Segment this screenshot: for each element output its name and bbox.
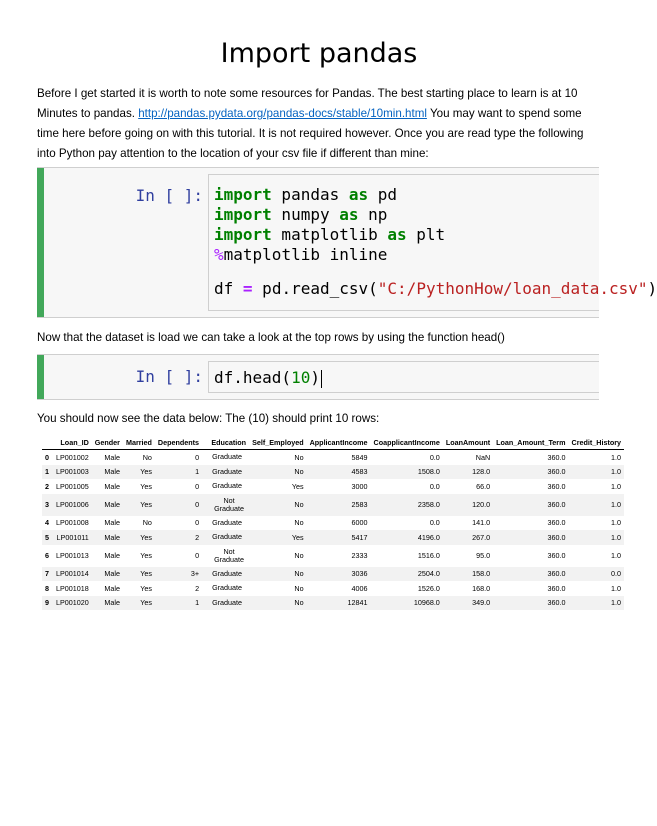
page-title: Import pandas [220,38,418,69]
table-cell: Yes [291,481,304,491]
row-index: 9 [42,596,53,611]
table-cell: 2 [155,530,202,545]
table-cell: 4196.0 [371,530,443,545]
table-cell: No [249,567,307,582]
code-text: pd [368,185,398,204]
table-cell: LP001008 [56,518,89,528]
table-cell: 0 [195,551,200,560]
table-cell: 360.0 [547,583,566,593]
table-cell-text: Not Graduate [214,495,245,513]
table-cell: 2333 [351,551,368,560]
keyword: import [214,225,272,244]
table-row [42,465,624,480]
code-line-import-pandas [209,185,599,205]
table-cell: 6000 [351,518,368,528]
row-index: 1 [42,465,53,480]
code-text: pandas [271,185,349,204]
row-index: 5 [42,530,53,545]
table-cell: 3000 [351,481,368,491]
table-cell: 0 [195,481,200,491]
table-cell: LP001011 [53,530,92,545]
table-cell: Male [104,551,120,560]
column-header: Loan_ID [53,435,92,450]
number-literal: 10 [291,368,311,387]
table-cell: 3+ [155,567,202,582]
table-cell: No [142,518,152,528]
head-paragraph: Now that the dataset is load we can take a look at the top rows by using the function head() [37,331,505,344]
table-cell: No [142,452,152,462]
magic-symbol: % [214,245,224,264]
code-line-read-csv [209,279,657,299]
table-cell: 360.0 [493,494,568,516]
code-input-area[interactable] [208,361,599,393]
table-cell: 360.0 [493,465,568,480]
text-cursor [321,370,322,388]
table-cell: 120.0 [443,494,493,516]
pandas-docs-link[interactable]: http://pandas.pydata.org/pandas-docs/stable/10min.html [138,107,427,120]
table-cell: 349.0 [443,596,493,611]
table-cell: 1.0 [569,494,625,516]
operator: = [242,279,253,298]
table-cell: 95.0 [476,551,491,560]
table-cell: 10968.0 [371,596,443,611]
table-cell: Graduate [212,517,243,527]
table-cell: 141.0 [472,518,491,528]
table-cell: 1 [155,596,202,611]
table-cell: 5417 [307,530,371,545]
keyword: as [387,225,407,244]
table-cell: 0.0 [429,518,440,528]
column-header: Gender [92,435,123,450]
string-literal: "C:/PythonHow/loan_data.csv" [377,279,648,298]
table-cell-text: Not Graduate [214,546,245,564]
table-cell: No [294,583,304,593]
table-row [42,545,624,567]
table-cell: 128.0 [443,465,493,480]
table-cell: Graduate [212,452,243,462]
table-cell: Male [104,481,120,491]
table-cell: 0.0 [429,452,440,462]
table-cell: Yes [123,465,155,480]
table-cell: Yes [123,494,155,516]
table-cell: 168.0 [472,583,491,593]
table-cell: 1.0 [611,452,622,462]
column-header: Credit_History [569,435,625,450]
keyword: as [348,185,369,204]
table-cell: Male [92,596,123,611]
code-text: matplotlib inline [223,245,388,264]
table-cell: Yes [123,596,155,611]
cell-selected-bar [37,168,44,317]
keyword: import [214,205,272,224]
table-cell: 360.0 [493,567,568,582]
table-cell: Yes [140,481,152,491]
table-row [42,581,624,596]
row-index: 8 [45,583,49,593]
intro-paragraph [37,84,605,164]
cell-prompt: In [ ]: [135,367,203,386]
table-cell: LP001002 [56,452,89,462]
cell-selected-bar [37,355,44,399]
code-input-area[interactable] [208,174,657,311]
table-row [42,530,624,545]
row-index: 4 [45,518,49,528]
table-cell: 360.0 [547,481,566,491]
table-cell: 360.0 [493,596,568,611]
row-index: 2 [45,481,49,491]
table-cell: 66.0 [476,481,491,491]
code-text: plt [406,225,446,244]
code-text: df [214,279,243,298]
table-cell: Yes [140,551,152,560]
column-header: LoanAmount [443,435,493,450]
table-cell: Male [104,518,120,528]
table-cell: Yes [123,530,155,545]
code-line-import-matplotlib [209,225,599,245]
table-cell: Yes [123,567,155,582]
table-cell: Male [92,530,123,545]
table-row [42,479,624,494]
table-cell: 4006 [351,583,368,593]
table-cell: LP001003 [53,465,92,480]
table-cell: Yes [140,583,152,593]
column-header: CoapplicantIncome [371,435,443,450]
row-index: 3 [42,494,53,516]
table-cell: Graduate [212,481,243,491]
table-cell: 1.0 [569,596,625,611]
cell-prompt: In [ ]: [135,186,203,205]
column-header [42,435,53,450]
table-cell: 1 [155,465,202,480]
table-cell: 1508.0 [371,465,443,480]
code-line-head [209,368,599,388]
code-text: np [358,205,388,224]
table-cell: Graduate [202,530,249,545]
table-cell: 2583 [307,494,371,516]
table-cell: 1.0 [569,465,625,480]
code-text: ) [310,368,320,387]
table-cell: Male [92,465,123,480]
table-cell: No [249,596,307,611]
table-row [42,450,624,465]
column-header: Loan_Amount_Term [493,435,568,450]
table-cell: LP001020 [53,596,92,611]
table-cell: 0.0 [429,481,440,491]
table-cell: 3036 [307,567,371,582]
table-cell: 267.0 [443,530,493,545]
intro-text-after: You may want to spend some time here before going on with this tutorial. It is not required however. Once you are read type the following into Python pay attention to the location of your csv file if different than mine: [37,107,584,160]
table-cell: Male [104,583,120,593]
table-cell: 2504.0 [371,567,443,582]
column-header: Self_Employed [249,435,307,450]
table-cell: 1516.0 [417,551,440,560]
table-cell: 2358.0 [371,494,443,516]
table-cell: 4583 [307,465,371,480]
keyword: import [214,185,272,204]
output-paragraph: You should now see the data below: The (10) should print 10 rows: [37,412,380,425]
row-index: 6 [45,551,49,560]
table-cell: 0 [195,518,200,528]
table-cell: LP001005 [56,481,89,491]
table-row [42,567,624,582]
table-cell: Male [104,452,120,462]
code-text: matplotlib [271,225,388,244]
table-cell: 1.0 [611,583,622,593]
table-row [42,494,624,516]
table-cell: 1.0 [611,518,622,528]
code-text: df.head( [214,368,292,387]
code-line-magic [209,245,599,265]
table-cell: 1.0 [611,551,622,560]
table-cell: LP001014 [53,567,92,582]
table-cell: 5849 [351,452,368,462]
table-cell: Graduate [202,465,249,480]
table-row [42,596,624,611]
code-line-import-numpy [209,205,599,225]
table-cell: Yes [249,530,307,545]
table-cell: 1.0 [569,530,625,545]
table-cell: 158.0 [443,567,493,582]
table-cell: No [249,494,307,516]
table-header-row [42,435,624,450]
table-cell: Male [92,494,123,516]
table-cell: 360.0 [493,530,568,545]
column-header: ApplicantIncome [307,435,371,450]
column-header: Education [202,435,249,450]
table-cell: No [294,551,304,560]
table-cell: No [294,518,304,528]
table-cell: No [249,465,307,480]
code-text: numpy [271,205,340,224]
code-text: pd.read_csv( [252,279,378,298]
table-cell: 360.0 [547,551,566,560]
table-cell [202,494,249,516]
table-cell: Graduate [202,596,249,611]
table-cell: 0 [195,452,200,462]
table-cell: 0.0 [569,567,625,582]
row-index: 0 [45,452,49,462]
table-cell: 360.0 [547,518,566,528]
column-header: Dependents [155,435,202,450]
code-text: ) [647,279,657,298]
intro-text-before: Before I get started it is worth to note some resources for Pandas. The best starting place to learn is at 10 Minutes to pandas. [37,87,578,120]
table-body [42,450,624,611]
table-cell: Graduate [212,583,243,593]
row-index: 7 [42,567,53,582]
table-cell: 1526.0 [417,583,440,593]
table-row [42,516,624,531]
dataframe-table [42,435,624,610]
table-cell: NaN [475,452,491,462]
keyword: as [339,205,359,224]
table-cell: LP001013 [56,551,89,560]
code-cell-imports[interactable] [37,167,657,318]
table-cell: 0 [155,494,202,516]
table-cell: 2 [195,583,200,593]
table-cell: LP001018 [56,583,89,593]
table-cell: 1.0 [611,481,622,491]
table-cell: 12841 [307,596,371,611]
table-cell: No [294,452,304,462]
table-cell: Graduate [202,567,249,582]
code-cell-head[interactable] [37,354,599,400]
table-cell [202,545,249,567]
table-cell: Male [92,567,123,582]
table-cell: LP001006 [53,494,92,516]
table-cell: 360.0 [547,452,566,462]
column-header: Married [123,435,155,450]
